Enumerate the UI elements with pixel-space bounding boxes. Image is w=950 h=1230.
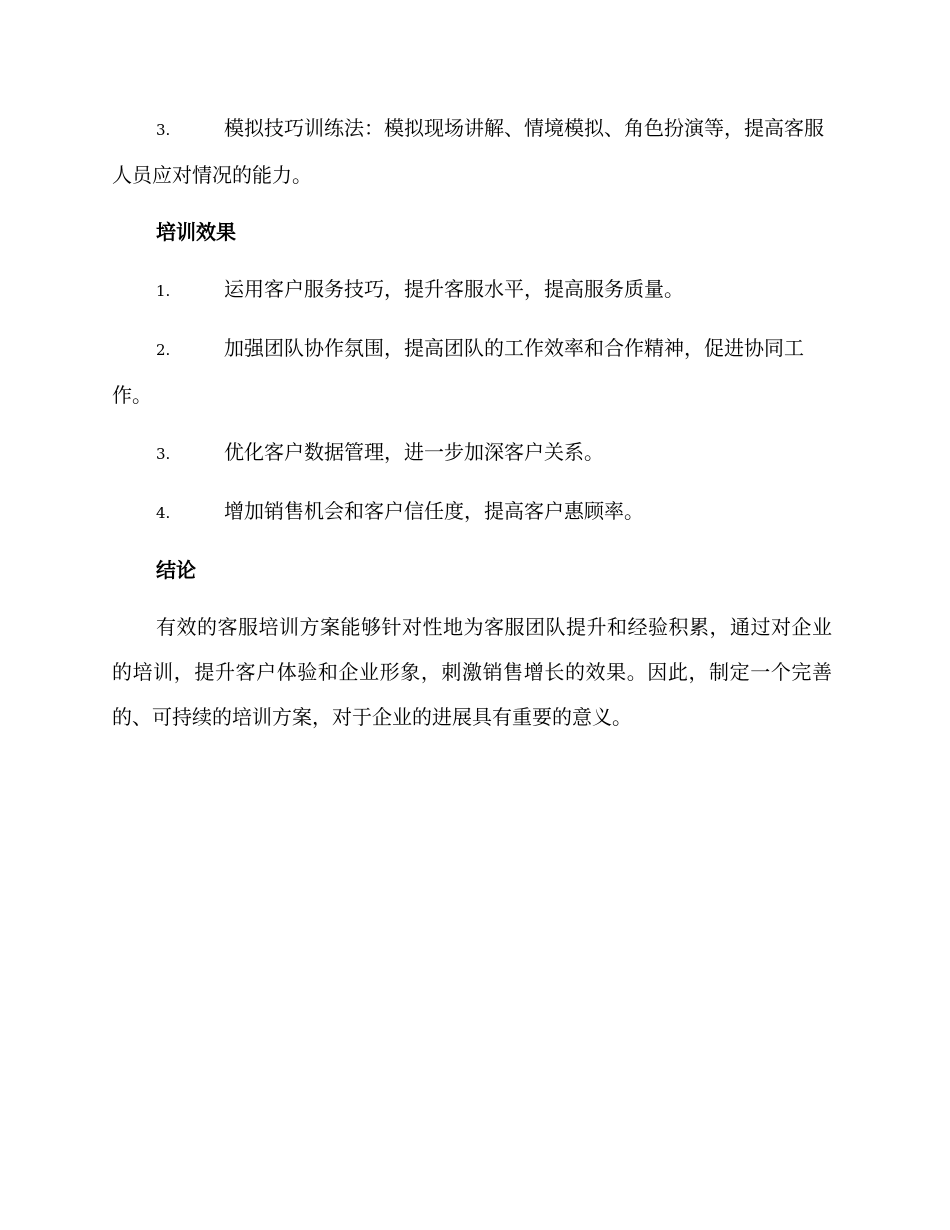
list-text: 优化客户数据管理，进一步加深客户关系。: [224, 440, 604, 464]
effect-item-2: [112, 326, 832, 418]
effect-item-4: [112, 489, 832, 536]
method-item-3: [112, 106, 832, 198]
list-number: 3.: [156, 121, 171, 139]
list-text: 运用客户服务技巧，提升客服水平，提高服务质量。: [224, 277, 684, 301]
list-number: 1.: [156, 282, 171, 300]
document-body: [112, 106, 832, 740]
list-number: 4.: [156, 504, 171, 522]
section-heading-effects: 培训效果: [156, 220, 236, 244]
list-number: 3.: [156, 445, 171, 463]
section-heading-conclusion: 结论: [156, 558, 196, 582]
list-number: 2.: [156, 341, 171, 359]
list-text: 模拟技巧训练法：模拟现场讲解、情境模拟、角色扮演等，提高客服人员应对情况的能力。: [112, 116, 824, 187]
effect-item-1: [112, 267, 832, 314]
list-text: 加强团队协作氛围，提高团队的工作效率和合作精神，促进协同工作。: [112, 336, 804, 407]
effect-item-3: [112, 430, 832, 477]
conclusion-paragraph: 有效的客服培训方案能够针对性地为客服团队提升和经验积累，通过对企业的培训，提升客户体验和企业形象，刺激销售增长的效果。因此，制定一个完善的、可持续的培训方案，对于企业的进展具有重要的意义。: [112, 615, 832, 729]
list-text: 增加销售机会和客户信任度，提高客户惠顾率。: [224, 499, 644, 523]
